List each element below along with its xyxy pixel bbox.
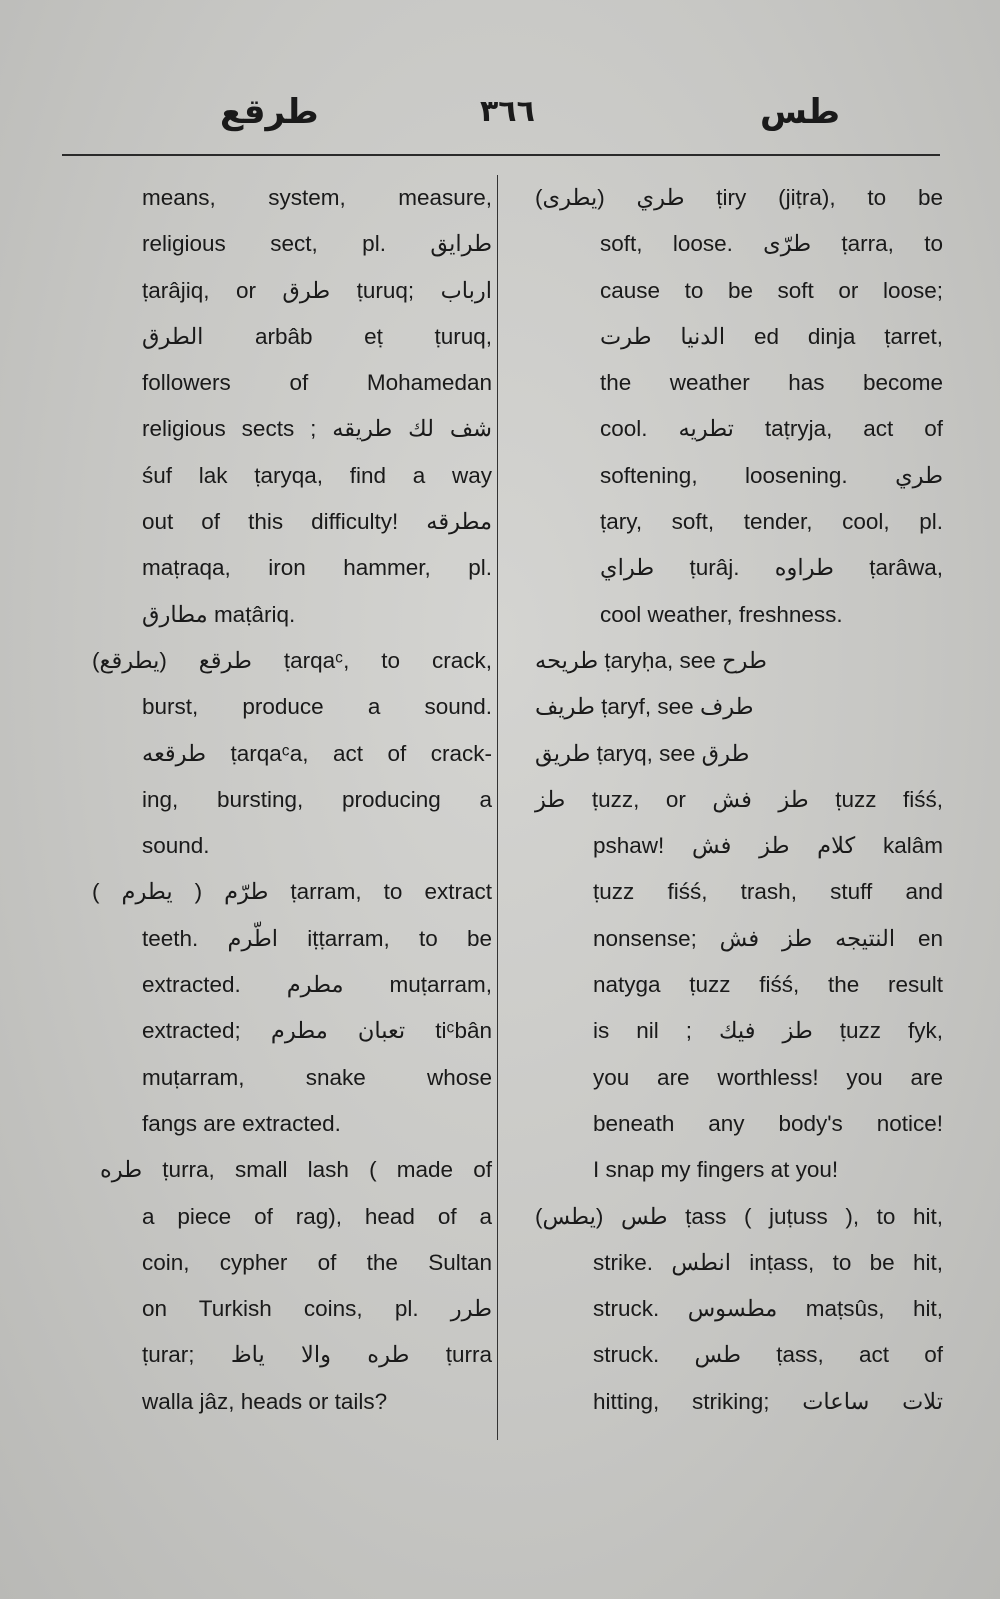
text-line: hitting, striking; تلات ساعات — [593, 1388, 943, 1414]
text-line: strike. انطس inṭass, to be hit, — [593, 1249, 943, 1275]
entry-headword-line: طريحه ṭaryḥa, see طرح — [535, 647, 767, 673]
text-line: softening, loosening. طري — [600, 462, 943, 488]
text-line: مطارق maṭâriq. — [142, 601, 296, 627]
text-line: a piece of rag), head of a — [142, 1203, 492, 1229]
text-line: ing, bursting, producing a — [142, 786, 492, 812]
text-line: struck. مطسوس maṭsûs, hit, — [593, 1296, 943, 1322]
text-line: you are worthless! you are — [593, 1064, 943, 1090]
text-line: out of this difficulty! مطرقه — [142, 509, 492, 535]
text-line: I snap my fingers at you! — [593, 1157, 839, 1183]
text-line: maṭraqa, iron hammer, pl. — [142, 555, 492, 581]
text-line: religious sects ; شف لك طريقه — [142, 416, 493, 442]
text-line: religious sect, pl. طرايق — [142, 231, 492, 257]
text-line: muṭarram, snake whose — [142, 1064, 492, 1090]
text-line: śuf lak ṭaryqa, find a way — [142, 462, 492, 488]
text-line: followers of Mohamedan — [142, 370, 492, 396]
text-line: the weather has become — [600, 370, 943, 396]
text-line: soft, loose. طرّى ṭarra, to — [600, 231, 943, 257]
text-line: طراي ṭurâj. طراوه ṭarâwa, — [600, 555, 943, 581]
text-line: walla jâz, heads or tails? — [142, 1388, 388, 1414]
entry-headword-line: طرّم ( يطرم ) ṭarram, to extract — [92, 879, 492, 905]
text-line: extracted; تعبان مطرم tiᶜbân — [142, 1018, 492, 1044]
left-column — [92, 175, 493, 1425]
header-rule — [62, 154, 940, 156]
text-line: sound. — [142, 833, 210, 859]
text-line: beneath any body's notice! — [593, 1110, 943, 1136]
header-right-word: طس — [760, 92, 841, 132]
text-line: natyga ṭuzz fiśś, the result — [593, 972, 943, 998]
entry-headword-line: طرقع (يطرقع) ṭarqaᶜ, to crack, — [92, 647, 492, 673]
text-line: cool. تطريه taṭryja, act of — [600, 416, 943, 442]
text-line: cause to be soft or loose; — [600, 277, 943, 303]
entry-headword-line: طز ṭuzz, or طز فش ṭuzz fiśś, — [535, 786, 943, 812]
text-line: on Turkish coins, pl. طرر — [142, 1296, 492, 1322]
entry-headword-line: طره ṭurra, small lash ( made of — [100, 1157, 492, 1183]
entry-headword-line: طريف ṭaryf, see طرف — [535, 694, 754, 720]
text-line: is nil ; طز فيك ṭuzz fyk, — [593, 1018, 943, 1044]
text-line: pshaw! كلام طز فش kalâm — [593, 833, 943, 859]
right-column — [535, 175, 943, 1425]
text-line: coin, cypher of the Sultan — [142, 1249, 492, 1275]
text-line: extracted. مطرم muṭarram, — [142, 972, 492, 998]
text-line: طرقعه ṭarqaᶜa, act of crack- — [142, 740, 492, 766]
entry-headword-line: طس (يطس) ṭass ( juṭuss ), to hit, — [535, 1203, 943, 1229]
entry-headword-line: طري (يطرى) ṭiry (jiṭra), to be — [535, 185, 944, 210]
text-line: cool weather, freshness. — [600, 601, 843, 627]
page-number: ٣٦٦ — [480, 94, 535, 129]
text-line: ṭary, soft, tender, cool, pl. — [600, 509, 943, 535]
header-left-word: طرقع — [220, 92, 319, 132]
text-line: ṭuzz fiśś, trash, stuff and — [593, 879, 943, 905]
entry-headword-line: طريق ṭaryq, see طرق — [535, 740, 750, 766]
text-line: ṭurar; طره والا ياظ ṭurra — [142, 1342, 492, 1368]
text-line: means, system, measure, — [142, 185, 492, 210]
text-line: الدنيا طرت ed dinja ṭarret, — [600, 323, 943, 349]
page-header — [60, 92, 940, 152]
column-divider — [497, 175, 498, 1440]
text-line: burst, produce a sound. — [142, 694, 492, 720]
text-line: الطرق arbâb eṭ ṭuruq, — [142, 323, 492, 349]
text-line: struck. طس ṭass, act of — [593, 1342, 943, 1368]
text-line: fangs are extracted. — [142, 1110, 341, 1136]
text-line: teeth. اطّرم iṭṭarram, to be — [142, 925, 492, 951]
text-line: nonsense; النتيجه طز فش en — [593, 925, 944, 951]
text-line: ṭarâjiq, or طرق ṭuruq; ارباب — [142, 277, 492, 303]
